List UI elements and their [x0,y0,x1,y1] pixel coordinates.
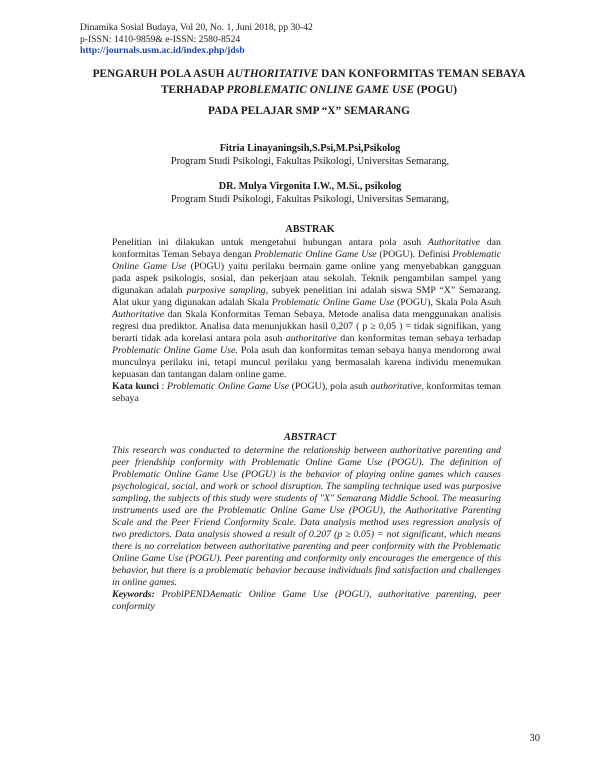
author-block-1 [110,143,510,168]
author-affiliation: Program Studi Psikologi, Fakultas Psikologi, Universitas Semarang, [170,193,450,205]
author-affiliation: Program Studi Psikologi, Fakultas Psikologi, Universitas Semarang, [170,155,450,167]
abstrak-text: dan konformitas teman sebaya terhadap [336,333,501,344]
abstrak-italic: Problematic Online Game Use. [112,345,238,356]
keywords-text: ProblPENDAematic Online Game Use (POGU), authoritative parenting, peer conformity [112,589,501,612]
title-text: DAN KONFORMITAS TEMAN SEBAYA [318,68,526,80]
title-text: TERHADAP [161,84,227,96]
page-number: 30 [529,733,540,744]
journal-citation: Dinamika Sosial Budaya, Vol 20, No. 1, Juni 2018, pp 30-42 [80,22,313,33]
paper-title-line-2 [70,84,548,97]
abstrak-italic: Problematic Online Game Use [254,249,377,260]
abstrak-italic: Problematic Online Game Use [166,381,290,392]
abstract-heading: ABSTRACT [283,432,337,443]
abstract-text: This research was conducted to determine the relationship between authoritative parenting and peer friendship conformity with Problematic Online Game Use (POGU). The definition of Problematic Online Game Use (POGU) is the behavior of playing online games which causes psychological, social, and work or school disruption. The sampling technique used was purposive sampling, the subjects of this study were students of "X" Semarang Middle School. The measuring instruments used are the Problematic Online Game Use (POGU), the Authoritative Parenting Scale and the Peer Friend Conformity Scale. Data analysis method uses regression analysis of two predictors. Data analysis showed a result of 0.207 (p ≥ 0.05) = not significant, which means there is no correlation between authoritative parenting and peer conformity with the Problematic Online Game Use (POGU). Peer parenting and conformity only encourages the emergence of this behavior, but there is a problematic behavior because individuals find satisfaction and challenges in online games. [112,445,501,588]
journal-header [80,22,313,57]
abstrak-italic: authoritative [285,333,337,344]
abstrak-italic: Authoritative [112,309,165,320]
abstrak-text: dan konformitas Teman Sebaya dengan [112,237,501,260]
journal-issn: p-ISSN: 1410-9859& e-ISSN: 2580-8524 [80,33,241,45]
abstrak-italic: purposive sampling, [186,285,269,296]
abstrak-italic: Authoritative [427,237,481,248]
abstrak-italic: authoritative [370,381,422,392]
title-italic-text: AUTHORITATIVE [227,68,319,80]
title-text: (POGU) [414,84,457,96]
title-italic-text: PROBLEMATIC ONLINE GAME USE [226,84,414,96]
abstrak-italic: Problematic Online Game Use [271,297,395,308]
abstrak-text: subyek penelitian ini adalah siswa SMP “X” Semarang. Alat ukur yang digunakan adalah Skala [112,285,501,308]
abstrak-text: dan Skala Konformitas Teman Sebaya. Metode analisa data menggunakan analisis regresi dua prediktor. Analisa data menunjukkan hasil 0,207 ( p ≥ 0,05 ) = tidak signifikan, yang berarti tidak ada korelasi antara pola asuh [112,309,501,344]
abstrak-italic: Problematic Online Game Use [112,249,501,272]
journal-url-link[interactable]: http://journals.usm.ac.id/index.php/jdsb [80,45,245,57]
abstrak-text: (POGU), Skala Pola Asuh [394,297,501,308]
abstrak-text: Pola asuh dan konformitas teman sebaya hanya mendorong awal munculnya perilaku ini, tetapi muncul perilaku yang bermasalah karena individu menemukan kepuasan dan tantangan dalam online game. [112,345,501,380]
abstrak-heading: ABSTRAK [285,224,335,235]
abstrak-text: Penelitian ini dilakukan untuk mengetahui hubungan antara pola asuh [112,237,428,248]
kata-kunci-label: Kata kunci [112,381,160,392]
author-block-2 [110,181,510,206]
abstrak-text: (POGU), pola asuh [289,381,371,392]
paper-title-line-3: PADA PELAJAR SMP “X” SEMARANG [208,105,410,117]
keywords-label: Keywords: [112,589,155,600]
author-name: DR. Mulya Virgonita I.W., M.Si., psikolog [218,181,402,192]
paper-title-line-1 [70,68,548,81]
author-name: Fitria Linayaningsih,S.Psi,M.Psi,Psikolog [219,143,401,154]
abstrak-text: : [159,381,167,392]
abstrak-text: (POGU) yaitu perilaku bermain game online yang menyebabkan gangguan pada aspek psikologis, sosial, dan pekerjaan atau sekolah. Teknik pengambilan sampel yang digunakan adalah [112,261,501,296]
abstrak-body [112,237,501,405]
abstrak-text: (POGU). Definisi [376,249,453,260]
abstrak-text: , konformitas teman sebaya [112,381,501,404]
abstract-body [112,445,501,613]
title-text: PENGARUH POLA ASUH [92,68,228,80]
